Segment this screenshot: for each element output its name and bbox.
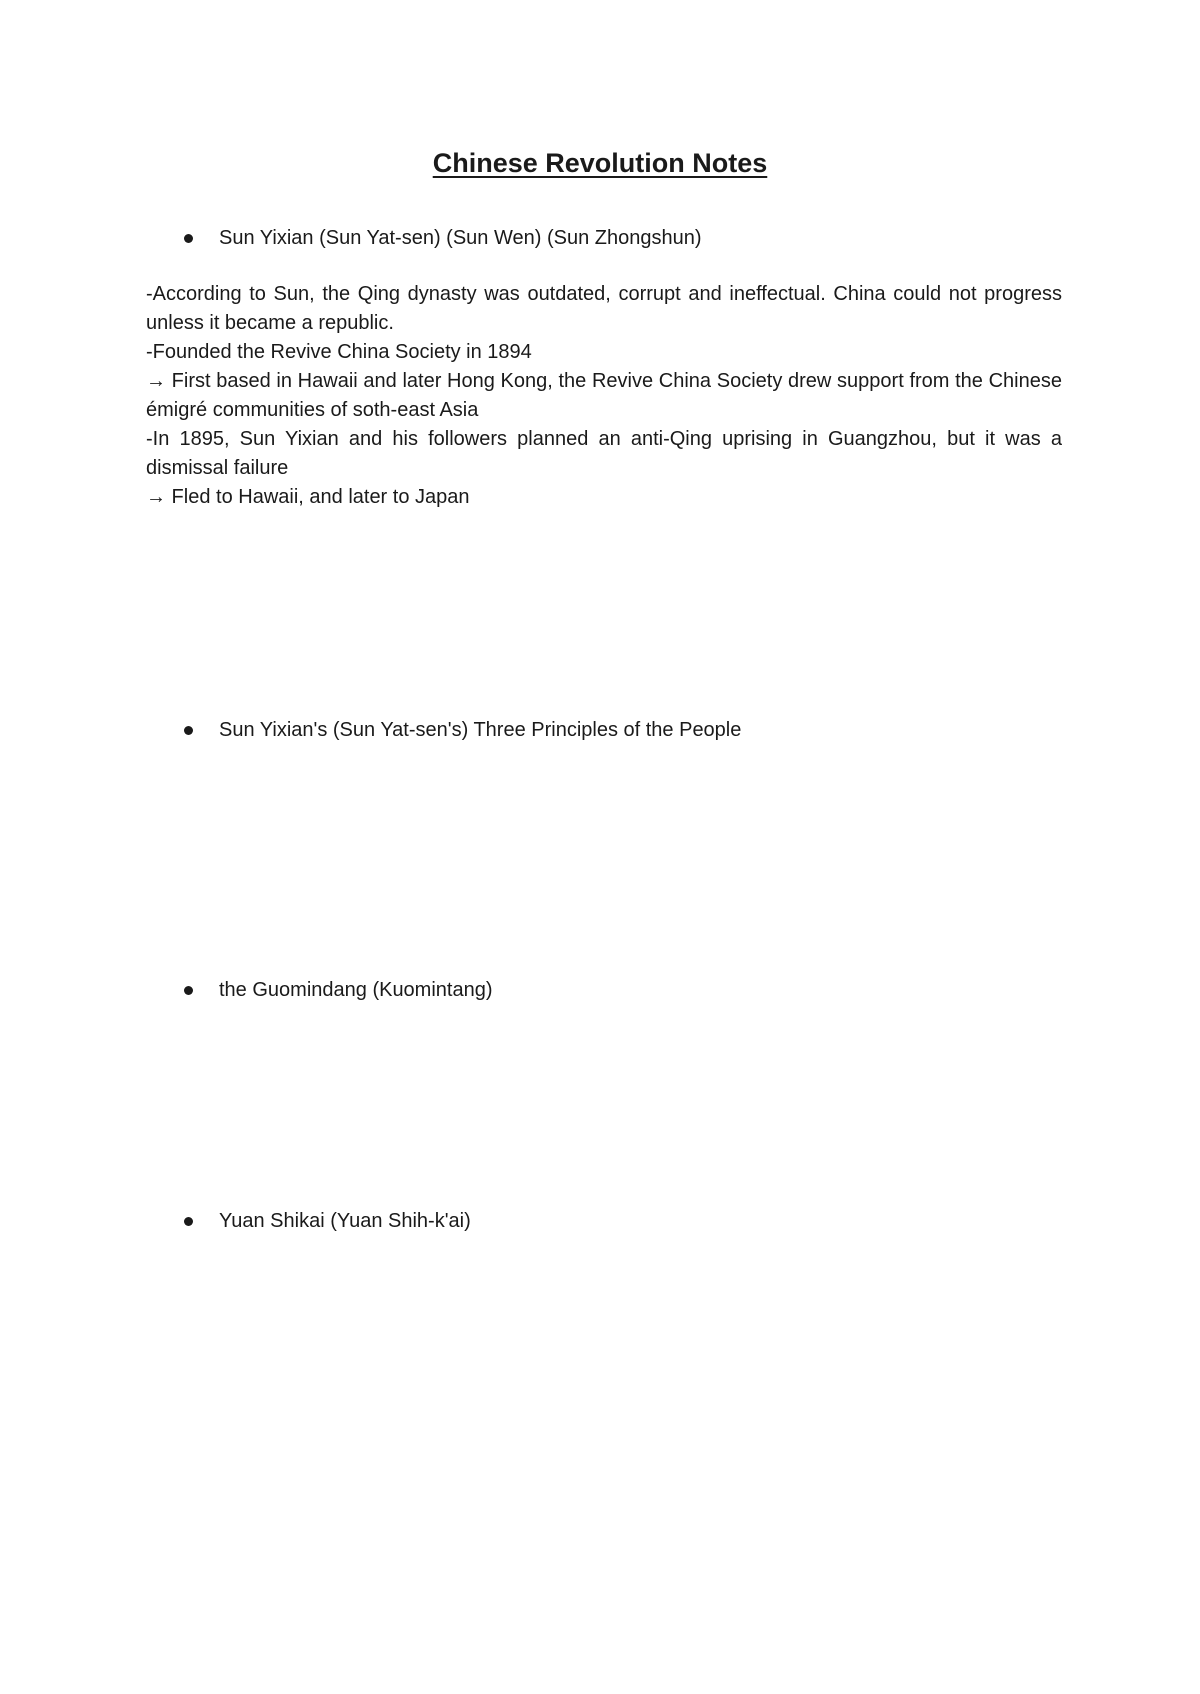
bullet-three-principles	[184, 716, 1084, 744]
bullet-text: Sun Yixian's (Sun Yat-sen's) Three Principles of the People	[219, 719, 742, 741]
notes-sun-yixian	[146, 280, 1062, 512]
bullet-yuan-shikai	[184, 1207, 1084, 1235]
bullet-text: the Guomindang (Kuomintang)	[219, 979, 493, 1001]
bullet-dot-icon	[184, 1217, 193, 1226]
bullet-sun-yixian	[184, 224, 1084, 252]
bullet-dot-icon	[184, 986, 193, 995]
note-line: → Fled to Hawaii, and later to Japan	[146, 486, 470, 508]
bullet-text: Yuan Shikai (Yuan Shih-k'ai)	[219, 1210, 471, 1232]
note-line: -In 1895, Sun Yixian and his followers planned an anti-Qing uprising in Guangzhou, but it was a dismissal failure	[146, 428, 1062, 479]
bullet-dot-icon	[184, 726, 193, 735]
document-title: Chinese Revolution Notes	[432, 148, 768, 178]
note-line: -Founded the Revive China Society in 1894	[146, 341, 532, 363]
bullet-text: Sun Yixian (Sun Yat-sen) (Sun Wen) (Sun Zhongshun)	[219, 227, 702, 249]
bullet-guomindang	[184, 976, 1084, 1004]
note-line: → First based in Hawaii and later Hong Kong, the Revive China Society drew support from the Chinese émigré communities of soth-east Asia	[146, 370, 1062, 421]
bullet-dot-icon	[184, 234, 193, 243]
note-line: -According to Sun, the Qing dynasty was outdated, corrupt and ineffectual. China could not progress unless it became a republic.	[146, 283, 1062, 334]
